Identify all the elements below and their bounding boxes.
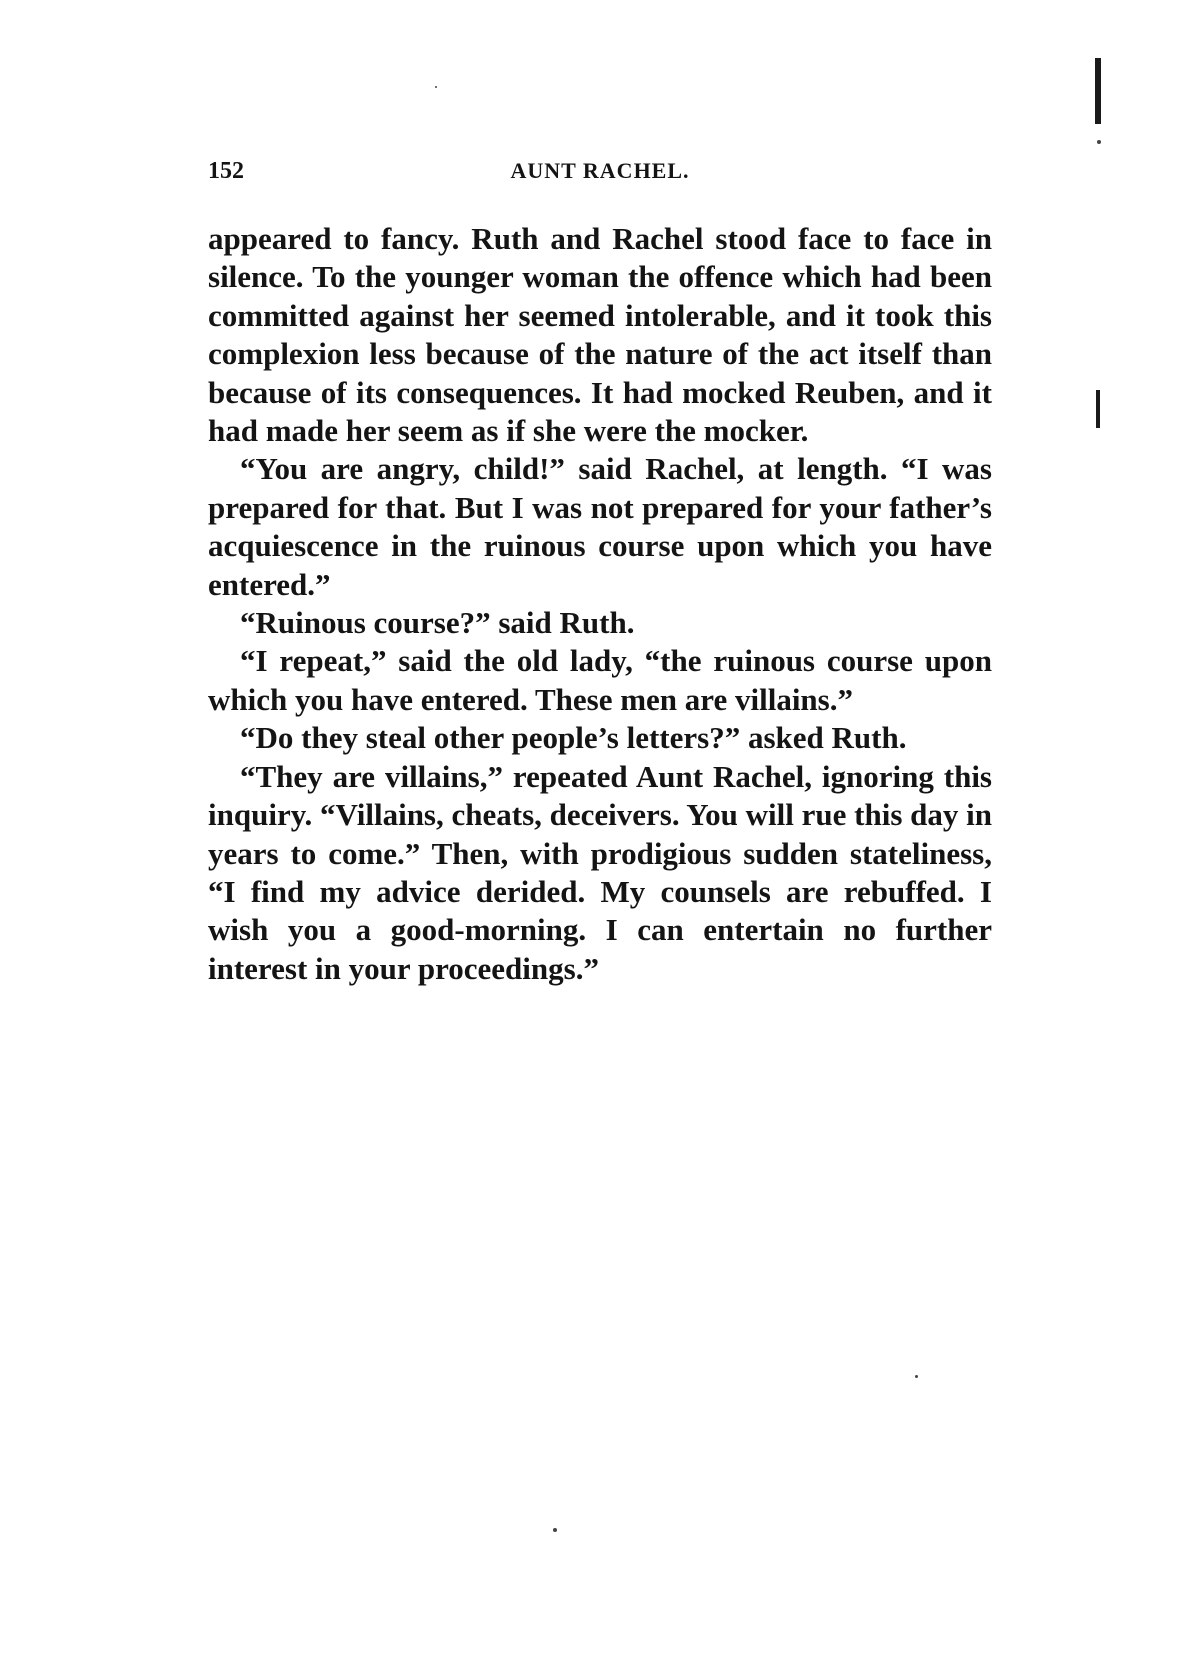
paragraph-6: “They are villains,” repeated Aunt Rachel, ignoring this inquiry. “Villains, cheats, deceivers. You will rue this day in years to come.” Then, with prodigious sudden stateliness, “I find my advice derided. My counsels are rebuffed. I wish you a good-morning. I can entertain no further interest in your proceedings.”: [208, 758, 992, 986]
paragraph-3: “Ruinous course?” said Ruth.: [240, 605, 635, 641]
scan-artifact-speck: [553, 1528, 557, 1532]
scan-artifact-speck: [435, 86, 437, 88]
scan-artifact-mark: [1095, 58, 1101, 124]
page-number: 152: [208, 158, 244, 184]
scan-artifact-speck: [915, 1375, 918, 1378]
paragraph-5: “Do they steal other people’s letters?” asked Ruth.: [240, 720, 907, 756]
running-head: [208, 158, 992, 198]
scan-artifact-mark: [1096, 390, 1100, 428]
running-title: AUNT RACHEL.: [510, 158, 690, 183]
body-text: [208, 220, 992, 988]
paragraph-1: appeared to fancy. Ruth and Rachel stood face to face in silence. To the younger woman the offence which had been committed against her seemed intolerable, and it took this complexion less because of the nature of the act itself than because of its consequences. It had mocked Reuben, and it had made her seem as if she were the mocker.: [208, 221, 992, 449]
paragraph-4: “I repeat,” said the old lady, “the ruinous course upon which you have entered. These men are villains.”: [208, 643, 992, 717]
scan-artifact-speck: [1097, 140, 1101, 144]
paragraph-2: “You are angry, child!” said Rachel, at length. “I was prepared for that. But I was not prepared for your father’s acquiescence in the ruinous course upon which you have entered.”: [208, 451, 992, 602]
